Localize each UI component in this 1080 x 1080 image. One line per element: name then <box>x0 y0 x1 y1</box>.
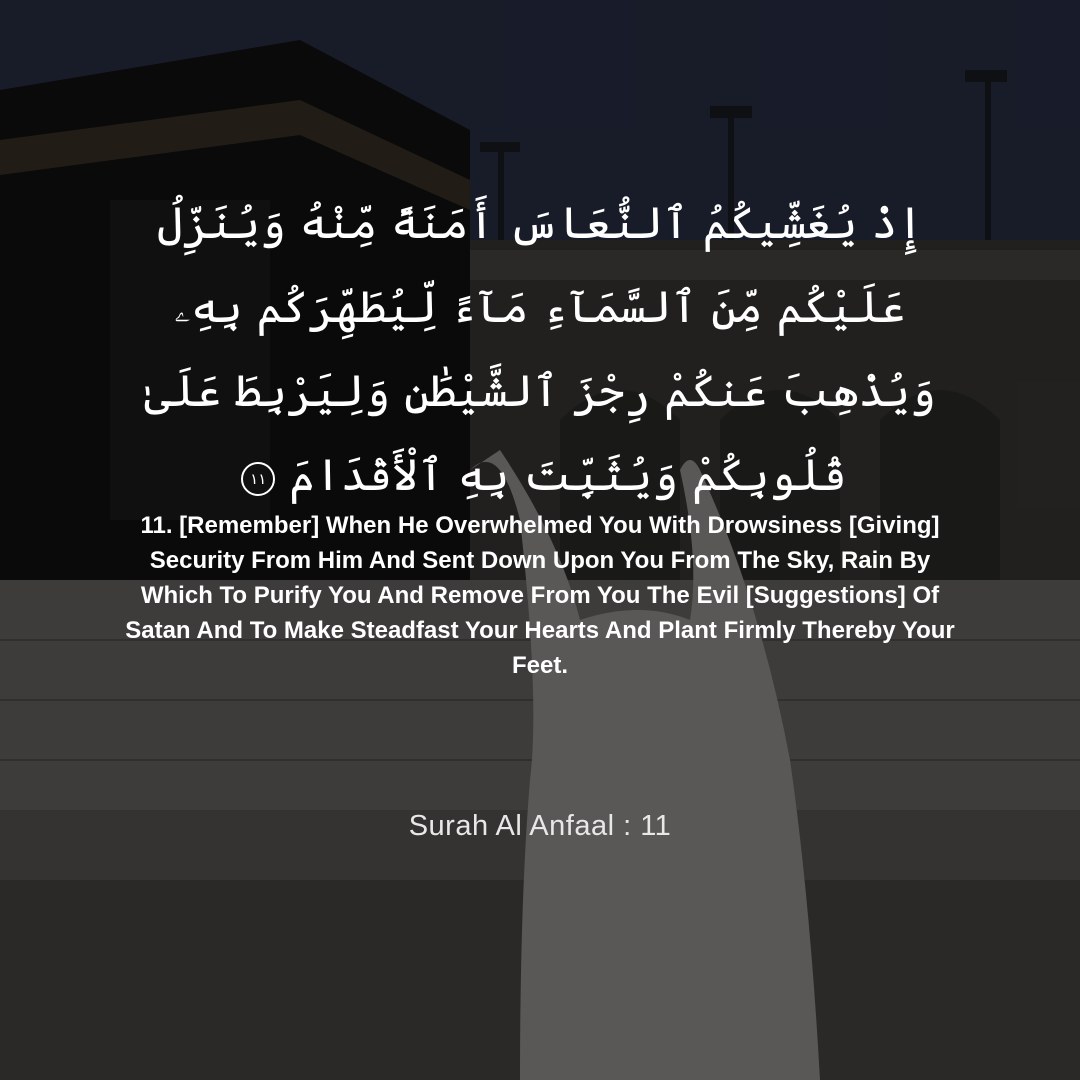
surah-reference: Surah Al Anfaal : 11 <box>408 810 672 842</box>
arabic-verse <box>130 182 950 518</box>
arabic-verse-text: إِذْ يُغَشِّيكُمُ ٱلنُّعَاسَ أَمَنَةً مِّنْهُ وَيُنَزِّلُ عَلَيْكُم مِّنَ ٱلسَّمَآءِ مَآءً لِّيُطَهِّرَكُم بِهِۦ وَيُذْهِبَ عَنكُمْ رِجْزَ ٱلشَّيْطَٰنِ وَلِيَرْبِطَ عَلَىٰ قُلُوبِكُمْ وَيُثَبِّتَ بِهِ ٱلْأَقْدَامَ <box>144 198 936 501</box>
verse-translation: 11. [Remember] When He Overwhelmed You With Drowsiness [Giving] Security From Him And Sent Down Upon You From The Sky, Rain By Which To Purify You And Remove From You The Evil [Suggestions] Of Satan And To Make Steadfast Your Hearts And Plant Firmly Thereby Your Feet. <box>125 512 955 679</box>
ayah-number-marker: ١١ <box>241 462 275 496</box>
